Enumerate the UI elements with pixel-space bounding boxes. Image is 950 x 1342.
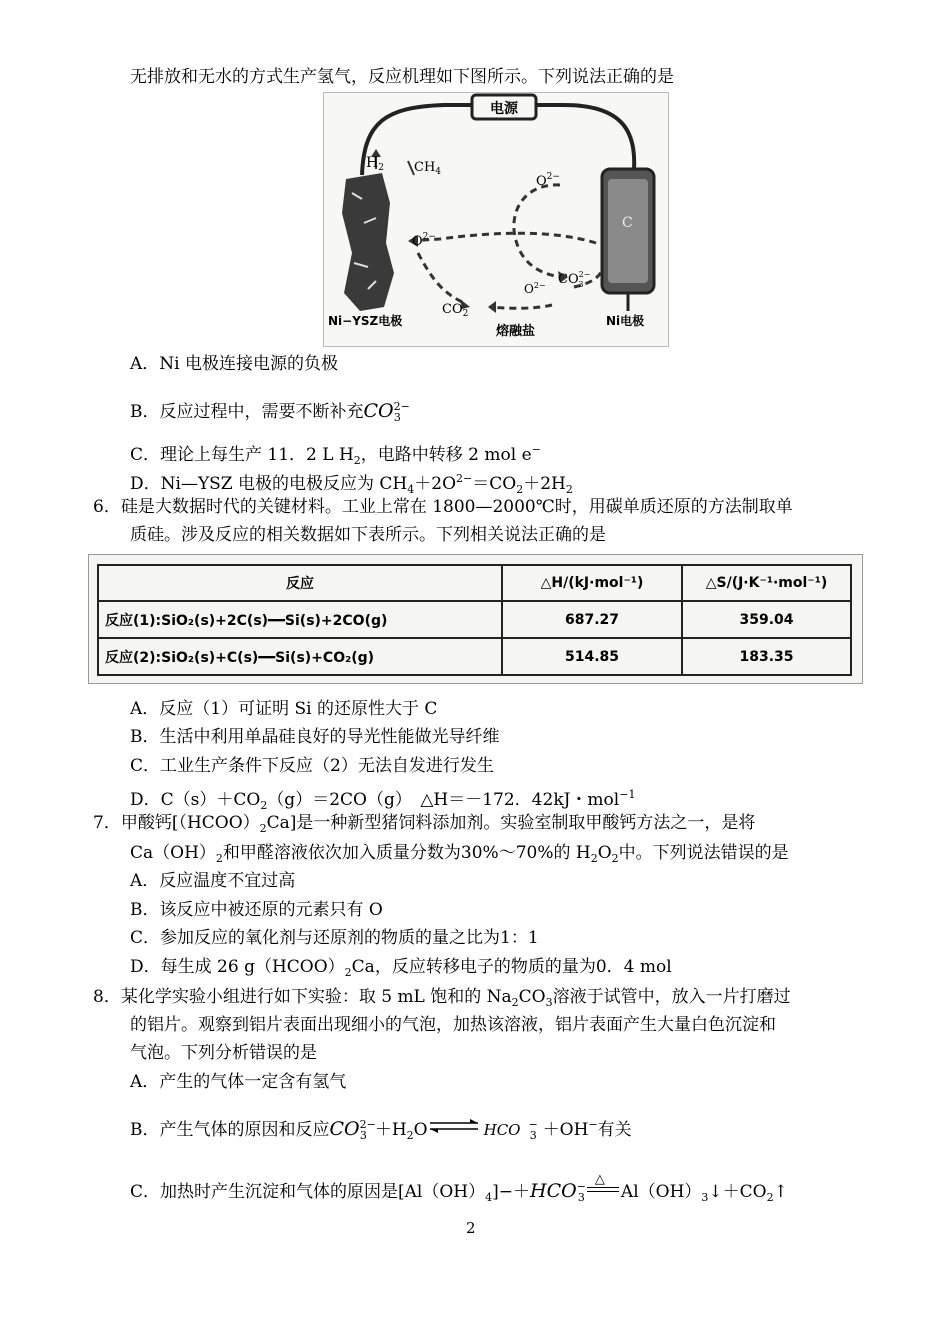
q7-option-a: A．反应温度不宜过高 [130,871,296,891]
svg-text:H2: $H_2$ [366,155,384,173]
table-row: 反应(2):SiO₂(s)+C(s)━━Si(s)+CO₂(g) 514.85 183.35 [98,638,851,675]
svg-text:O2−: $O^{2-}$ [536,172,560,189]
ni-ysz-electrode [342,173,394,311]
q6-option-b: B．生活中利用单晶硅良好的导光性能做光导纤维 [130,727,500,747]
heat-condition: △ [585,1181,621,1201]
svg-text:CO2: $CO_2$ [442,302,469,319]
svg-text:CH4: $CH_4$ [414,160,442,177]
page-number: 2 [466,1219,476,1237]
ni-ysz-label: Ni−YSZ电极 [328,314,403,328]
ni-label: Ni电极 [606,314,645,328]
q8-stem-line2: 的铝片。观察到铝片表面出现细小的气泡，加热该溶液，铝片表面产生大量白色沉淀和 [130,1015,776,1035]
q8-option-c: C．加热时产生沉淀和气体的原因是$[Al(OH)_4]-+HCO^-_3$ △ $Al(OH)_3↓+CO_2↑$ [130,1172,788,1204]
q6-option-c: C．工业生产条件下反应（2）无法自发进行发生 [130,756,494,776]
q5-option-d: D．Ni—YSZ 电极的电极反应为 $CH_4+2O^{2-}=CO_2+2H_2$ [130,472,573,496]
q5-option-c: C．理论上每生产 11．2 L $H_2$，电路中转移 2 mol e− [130,443,541,467]
molten-salt-label: 熔融盐 [496,324,536,339]
svg-text:O2−: $O^{2-}$ [524,281,546,296]
q8-stem-line1: 8．某化学实验小组进行如下实验：取 5 mL 饱和的 $Na_2CO_3$溶液于试管中，放入一片打磨过 [93,987,791,1009]
q5-option-a: A．Ni 电极连接电源的负极 [130,354,338,374]
table-header-ds: △S/(J·K⁻¹·mol⁻¹) [682,565,851,601]
table-header-dh: △H/(kJ·mol⁻¹) [502,565,682,601]
q6-option-a: A．反应（1）可证明 Si 的还原性大于 C [130,699,438,719]
q6-option-d: D．$C(s)+CO_2(g)=2CO(g)$ △H＝－172．42kJ・mol$^{-1}$ [130,788,636,812]
q8-stem-line3: 气泡。下列分析错误的是 [130,1043,317,1063]
equilibrium-arrow-icon [428,1119,480,1133]
q8-option-b: B．产生气体的原因和反应$CO^{2-}_3 +H_2O$ HCO −$_3$ ＋OH−有关 [130,1118,632,1142]
svg-text:C: C [622,215,633,231]
table-row: 反应(1):SiO₂(s)+2C(s)━━Si(s)+2CO(g) 687.27 359.04 [98,601,851,638]
table-header-reaction: 反应 [98,565,502,601]
q7-stem-line1: 7．甲酸钙$[(HCOO)_2Ca]$是一种新型猪饲料添加剂。实验室制取甲酸钙方法之一，是将 [93,813,756,835]
q5-stem: 无排放和无水的方式生产氢气，反应机理如下图所示。下列说法正确的是 [130,67,674,87]
power-label: 电源 [490,101,518,117]
q7-option-d: D．每生成 26 $g(HCOO)_2Ca$，反应转移电子的物质的量为0．4 mol [130,957,672,979]
q7-option-c: C．参加反应的氧化剂与还原剂的物质的量之比为1：1 [130,928,539,948]
svg-text:O2−: $O^{2-}$ [412,232,436,249]
thermo-table [88,554,863,684]
svg-text:CO2−3: $CO^{2-}$ 3 [558,270,591,289]
q7-stem-line2: $Ca(OH)_2$和甲醛溶液依次加入质量分数为30%～70%的 $H_2O_2$中。下列说法错误的是 [130,843,789,865]
mechanism-diagram [324,93,668,346]
q8-option-a: A．产生的气体一定含有氢气 [130,1072,347,1092]
q6-stem-line2: 质硅。涉及反应的相关数据如下表所示。下列相关说法正确的是 [130,525,606,545]
q5-option-b: B．反应过程中，需要不断补充$CO^{2-}_3$ [130,400,410,424]
mechanism-figure [323,92,669,347]
q7-option-b: B．该反应中被还原的元素只有 O [130,900,383,920]
q6-stem-line1: 6．硅是大数据时代的关键材料。工业上常在 1800—2000℃时，用碳单质还原的方法制取单 [93,497,793,517]
